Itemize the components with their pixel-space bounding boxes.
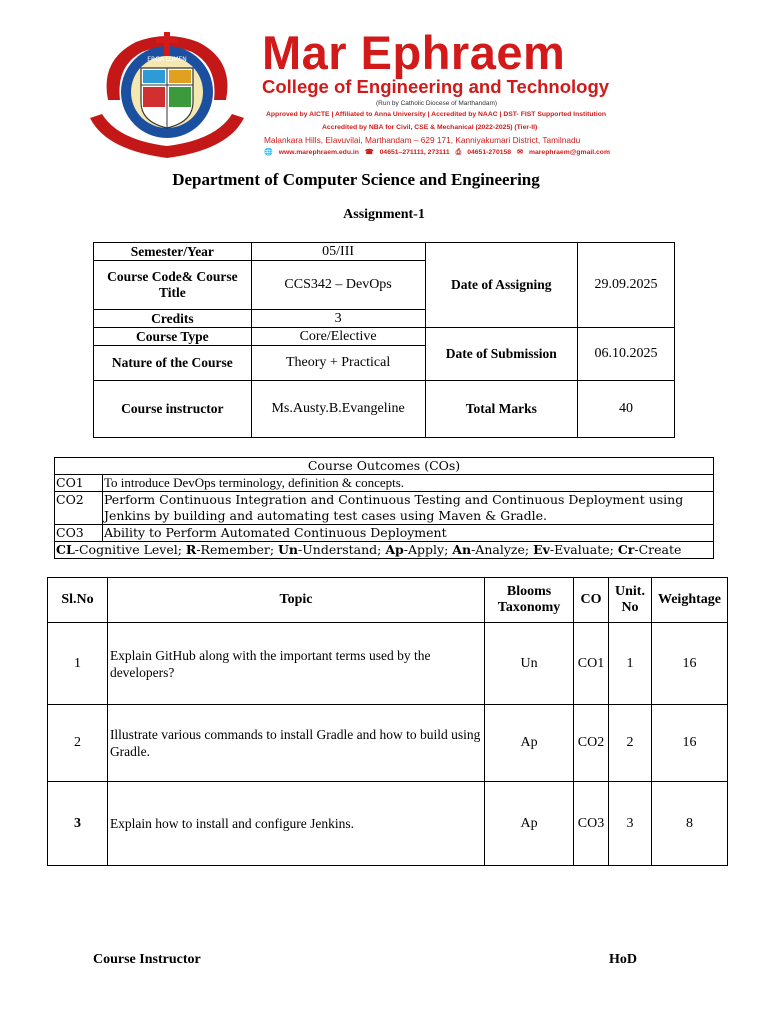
- legend-text: -Create: [634, 542, 682, 557]
- legend-abbr: Un: [278, 542, 299, 557]
- assignment-title: Assignment-1: [343, 207, 425, 222]
- legend-text: -Analyze;: [471, 542, 534, 557]
- date-assigning-label: Date of Assigning: [425, 243, 578, 328]
- nature-label: Nature of the Course: [94, 346, 252, 381]
- header-weightage: Weightage: [651, 578, 727, 623]
- total-marks-value: 40: [578, 381, 675, 438]
- row-weightage: 8: [651, 782, 727, 866]
- row-topic: Explain how to install and configure Jenkins.: [107, 782, 484, 866]
- cognitive-legend: [55, 542, 714, 559]
- row-unit: 1: [609, 623, 652, 705]
- row-co: CO2: [574, 705, 609, 782]
- header-unit: Unit. No: [609, 578, 652, 623]
- header-co: CO: [574, 578, 609, 623]
- logo-motto: ERGA LUMEN: [147, 56, 187, 63]
- course-info-table: [93, 242, 675, 438]
- legend-text: -Cognitive Level;: [74, 542, 186, 557]
- nature-value: Theory + Practical: [251, 346, 425, 381]
- college-logo: [86, 30, 248, 160]
- co-text: To introduce DevOps terminology, definition & concepts.: [102, 475, 713, 492]
- date-submission-value: 06.10.2025: [578, 328, 675, 381]
- instructor-label: Course instructor: [94, 381, 252, 438]
- legend-abbr: R: [185, 542, 197, 557]
- address-line: Malankara Hills, Elavuvilai, Marthandam – 629 171, Kanniyakumari District, Tamilnadu: [264, 135, 581, 145]
- fax-text: 04651-270158: [467, 149, 512, 156]
- website-text[interactable]: www.marephraem.edu.in: [278, 149, 359, 156]
- course-instructor-signature: Course Instructor: [93, 952, 201, 967]
- run-by-text: (Run by Catholic Diocese of Marthandam): [376, 100, 498, 107]
- date-submission-label: Date of Submission: [425, 328, 578, 381]
- row-slno: 2: [48, 705, 108, 782]
- row-topic: Explain GitHub along with the important terms used by the developers?: [107, 623, 484, 705]
- course-code-label: Course Code& Course Title: [94, 261, 252, 310]
- phone-icon: ☎: [364, 149, 374, 156]
- contact-line: [264, 148, 610, 158]
- legend-abbr: Ev: [533, 542, 550, 557]
- row-co: CO3: [574, 782, 609, 866]
- legend-text: -Evaluate;: [549, 542, 618, 557]
- semester-label: Semester/Year: [94, 243, 252, 261]
- co-text: Ability to Perform Automated Continuous Deployment: [102, 525, 713, 542]
- course-outcomes-table: [54, 457, 714, 559]
- accreditation-line: Accredited by NBA for Civil, CSE & Mechanical (2022-2025) (Tier-II): [322, 124, 538, 131]
- legend-abbr: An: [452, 542, 472, 557]
- row-unit: 3: [609, 782, 652, 866]
- co-text: Perform Continuous Integration and Continuous Testing and Continuous Deployment using Jenkins by building and automating test cases using Maven & Gradle.: [102, 492, 713, 525]
- row-blooms: Ap: [485, 705, 574, 782]
- fax-icon: ⎙: [455, 149, 462, 156]
- table-row: [48, 705, 728, 782]
- legend-abbr: Ap: [385, 542, 404, 557]
- globe-icon: 🌐: [264, 149, 273, 156]
- row-weightage: 16: [651, 623, 727, 705]
- co-code: CO3: [55, 525, 103, 542]
- co-title: Course Outcomes (COs): [55, 458, 714, 475]
- legend-abbr: Cr: [617, 542, 635, 557]
- email-text[interactable]: marephraem@gmail.com: [528, 149, 610, 156]
- date-assigning-value: 29.09.2025: [578, 243, 675, 328]
- legend-text: -Remember;: [196, 542, 279, 557]
- phone-text: 04651–271111, 273111: [379, 149, 450, 156]
- total-marks-label: Total Marks: [425, 381, 578, 438]
- row-blooms: Ap: [485, 782, 574, 866]
- college-subtitle: College of Engineering and Technology: [262, 76, 610, 97]
- semester-value: 05/III: [251, 243, 425, 261]
- department-title: Department of Computer Science and Engineering: [172, 170, 540, 189]
- row-unit: 2: [609, 705, 652, 782]
- header-slno: Sl.No: [48, 578, 108, 623]
- row-co: CO1: [574, 623, 609, 705]
- college-name: Mar Ephraem: [262, 26, 566, 79]
- row-topic: Illustrate various commands to install Gradle and how to build using Gradle.: [107, 705, 484, 782]
- credits-label: Credits: [94, 310, 252, 328]
- row-blooms: Un: [485, 623, 574, 705]
- table-row: [48, 782, 728, 866]
- header-topic: Topic: [107, 578, 484, 623]
- course-code-value: CCS342 – DevOps: [251, 261, 425, 310]
- legend-abbr: CL: [56, 542, 75, 557]
- approval-line: Approved by AICTE | Affiliated to Anna University | Accredited by NAAC | DST- FIST Supported Institution: [266, 111, 607, 118]
- legend-text: -Understand;: [298, 542, 386, 557]
- legend-text: -Apply;: [403, 542, 453, 557]
- questions-table: [47, 577, 728, 866]
- co-code: CO2: [55, 492, 103, 525]
- course-type-label: Course Type: [94, 328, 252, 346]
- table-row: [48, 623, 728, 705]
- hod-signature: HoD: [609, 952, 637, 967]
- header-blooms: Blooms Taxonomy: [485, 578, 574, 623]
- co-code: CO1: [55, 475, 103, 492]
- credits-value: 3: [251, 310, 425, 328]
- instructor-value: Ms.Austy.B.Evangeline: [251, 381, 425, 438]
- mail-icon: ✉: [517, 149, 523, 156]
- row-weightage: 16: [651, 705, 727, 782]
- row-slno: 1: [48, 623, 108, 705]
- row-slno: 3: [48, 782, 108, 866]
- course-type-value: Core/Elective: [251, 328, 425, 346]
